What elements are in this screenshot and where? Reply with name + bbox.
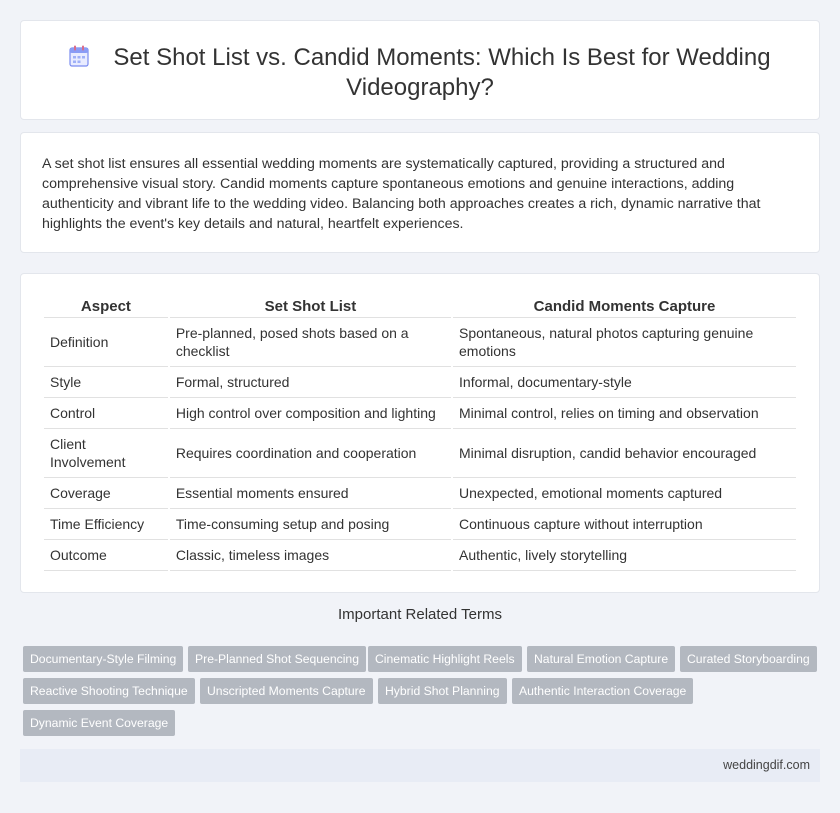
cell-set-shot: Formal, structured [170,367,451,398]
related-term-tag[interactable]: Natural Emotion Capture [527,646,675,672]
calendar-icon [69,45,89,65]
related-term-tag[interactable]: Dynamic Event Coverage [23,710,175,736]
cell-candid: Minimal disruption, candid behavior encouraged [453,429,796,478]
table-row [44,367,796,398]
table-row [44,540,796,571]
header-set-shot-list: Set Shot List [170,296,451,318]
cell-set-shot: High control over composition and lighting [170,398,451,429]
cell-aspect: Outcome [44,540,168,571]
header-candid-moments: Candid Moments Capture [453,296,796,318]
cell-candid: Authentic, lively storytelling [453,540,796,571]
related-term-tag[interactable]: Reactive Shooting Technique [23,678,195,704]
cell-set-shot: Classic, timeless images [170,540,451,571]
cell-aspect: Client Involvement [44,429,168,478]
comparison-table [42,296,798,571]
table-row [44,509,796,540]
cell-candid: Informal, documentary-style [453,367,796,398]
header-aspect: Aspect [44,296,168,318]
cell-candid: Unexpected, emotional moments captured [453,478,796,509]
cell-aspect: Coverage [44,478,168,509]
cell-set-shot: Requires coordination and cooperation [170,429,451,478]
cell-aspect: Control [44,398,168,429]
cell-aspect: Time Efficiency [44,509,168,540]
table-row [44,429,796,478]
related-term-tag[interactable]: Unscripted Moments Capture [200,678,373,704]
cell-set-shot: Essential moments ensured [170,478,451,509]
intro-card [20,132,820,253]
table-header-row [44,296,796,318]
footer-site[interactable]: weddingdif.com [723,758,810,772]
related-term-tag[interactable]: Documentary-Style Filming [23,646,183,672]
page-title: Set Shot List vs. Candid Moments: Which Is Best for Wedding Videography? [113,44,771,101]
cell-aspect: Definition [44,318,168,367]
related-term-tag[interactable]: Hybrid Shot Planning [378,678,507,704]
related-term-tag[interactable]: Curated Storyboarding [680,646,817,672]
related-terms-heading: Important Related Terms [338,606,502,623]
cell-aspect: Style [44,367,168,398]
intro-paragraph: A set shot list ensures all essential wedding moments are systematically captured, providing a structured and comprehensive visual story. Candid moments capture spontaneous emotions and genuine interactions, adding authenticity and vibrant life to the wedding video. Balancing both approaches creates a rich, dynamic narrative that highlights the event's key details and natural, heartfelt experiences. [42,156,761,232]
table-row [44,318,796,367]
table-row [44,478,796,509]
cell-set-shot: Time-consuming setup and posing [170,509,451,540]
cell-candid: Spontaneous, natural photos capturing genuine emotions [453,318,796,367]
related-term-tag[interactable]: Authentic Interaction Coverage [512,678,693,704]
table-row [44,398,796,429]
cell-candid: Continuous capture without interruption [453,509,796,540]
footer-bar [20,749,820,782]
related-term-tag[interactable]: Cinematic Highlight Reels [368,646,522,672]
cell-set-shot: Pre-planned, posed shots based on a checklist [170,318,451,367]
comparison-card [20,273,820,593]
page-title-block [21,43,819,103]
related-term-tag[interactable]: Pre-Planned Shot Sequencing [188,646,366,672]
title-card [20,20,820,120]
cell-candid: Minimal control, relies on timing and observation [453,398,796,429]
